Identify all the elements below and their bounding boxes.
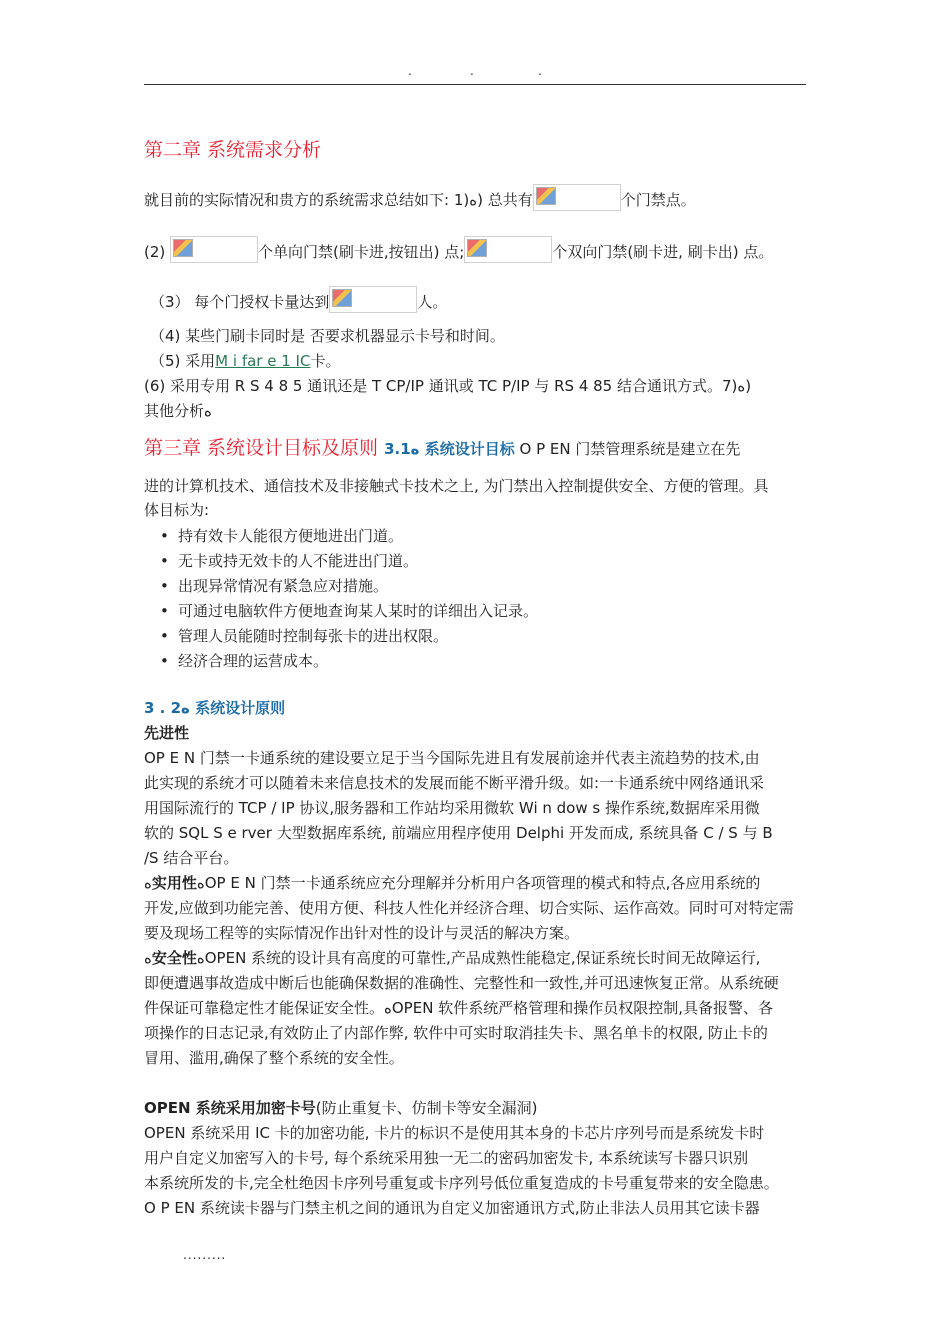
encryption-title: OPEN 系统采用加密卡号 [144, 1099, 316, 1117]
ch2-line5-tail: 卡。 [310, 352, 341, 370]
advanced-line: 用国际流行的 TCP / IP 协议,服务器和工作站均采用微软 Wi n dow s 操作系统,数据库采用微 [144, 799, 760, 817]
ch2-line2-tail: 个双向门禁(刷卡进, 刷卡出) 点。 [552, 243, 774, 261]
ch2-line7: 其他分析ﻩ [144, 402, 212, 420]
security-line-1 [144, 948, 760, 968]
mifare-link[interactable]: M i far e 1 IC [215, 352, 311, 370]
list-item: • 无卡或持无效卡的人不能进出门道。 [160, 549, 538, 574]
goal-list [160, 524, 538, 674]
ch3-intro-2: 进的计算机技术、通信技术及非接触式卡技术之上, 为门禁出入控制提供安全、方便的管理。具 [144, 477, 769, 495]
image-placeholder-icon [464, 236, 552, 263]
practical-prefix: ﻩ [144, 874, 152, 892]
ch2-line1 [144, 184, 696, 211]
practical-line: 要及现场工程等的实际情况作出针对性的设计与灵活的解决方案。 [144, 924, 580, 942]
image-placeholder-icon [329, 286, 417, 313]
security-line: 项操作的日志记录,有效防止了内部作弊, 软件中可实时取消挂失卡、黑名单卡的权限, 防止卡的 [144, 1024, 768, 1042]
list-item: • 管理人员能随时控制每张卡的进出权限。 [160, 624, 538, 649]
advanced-line: /S 结合平台。 [144, 849, 239, 867]
security-line: 即便遭遇事故造成中断后也能确保数据的准确性、完整性和一致性,并可迅速恢复正常。从系统硬 [144, 974, 779, 992]
security-prefix: ﻩ [144, 949, 152, 967]
ch2-line1-tail: 个门禁点。 [620, 191, 696, 209]
advanced-line: 此实现的系统才可以随着未来信息技术的发展而能不断平滑升级。如:一卡通系统中网络通讯采 [144, 774, 765, 792]
list-item: • 持有效卡人能很方便地进出门道。 [160, 524, 538, 549]
ch2-line2-text: (2) [144, 243, 171, 261]
encryption-line: 本系统所发的卡,完全杜绝因卡序列号重复或卡序列号低位重复造成的卡号重复带来的安全隐患。 [144, 1174, 779, 1192]
practical-line: 开发,应做到功能完善、使用方便、科技人性化并经济合理、切合实际、运作高效。同时可对特定需 [144, 899, 794, 917]
header-dot: . [408, 64, 414, 78]
security-title: 安全性 [151, 949, 197, 967]
footer-dots: ......... [183, 1248, 227, 1262]
ch2-line1-text: 就目前的实际情况和贵方的系统需求总结如下: 1)ﻩ) 总共有 [144, 191, 533, 209]
encryption-subtitle: (防止重复卡、仿制卡等安全漏洞) [315, 1099, 538, 1117]
ch3-intro-3: 体目标为: [144, 501, 210, 519]
chapter3-title: 第三章 系统设计目标及原则 [144, 437, 385, 459]
image-placeholder-icon [533, 184, 621, 211]
ch2-line5-text: （5) 采用 [150, 352, 216, 370]
list-item: • 出现异常情况有紧急应对措施。 [160, 574, 538, 599]
header-dot: . [538, 64, 544, 78]
section-3-2-title: 3 . 2ﻩ 系统设计原则 [144, 699, 286, 717]
chapter2-title: 第二章 系统需求分析 [144, 139, 322, 161]
header-dot: . [470, 64, 476, 78]
advanced-line: 软的 SQL S e rver 大型数据库系统, 前端应用程序使用 Delphi 开发而成, 系统具备 C / S 与 B [144, 824, 773, 842]
ch3-intro-1: O P EN 门禁管理系统是建立在先 [514, 440, 741, 458]
header-rule [144, 84, 806, 85]
security-line: 冒用、滥用,确保了整个系统的安全性。 [144, 1049, 404, 1067]
ch2-line2 [144, 236, 773, 263]
practical-line-1 [144, 873, 760, 893]
encryption-line: O P EN 系统读卡器与门禁主机之间的通讯为自定义加密通讯方式,防止非法人员用其它读卡器 [144, 1199, 760, 1217]
encryption-heading [144, 1098, 538, 1118]
list-item: • 经济合理的运营成本。 [160, 649, 538, 674]
ch2-line2-mid: 个单向门禁(刷卡进,按钮出) 点; [258, 243, 465, 261]
section-3-1-title: 3.1ﻩ 系统设计目标 [384, 440, 515, 458]
practical-title: 实用性 [151, 874, 197, 892]
advanced-title: 先进性 [144, 724, 190, 742]
encryption-line: 用户自定义加密写入的卡号, 每个系统采用独一无二的密码加密发卡, 本系统读写卡器只识别 [144, 1149, 749, 1167]
ch2-line3-tail: 人。 [417, 293, 448, 311]
ch2-line3-text: （3） 每个门授权卡量达到 [150, 293, 330, 311]
list-item: • 可通过电脑软件方便地查询某人某时的详细出入记录。 [160, 599, 538, 624]
security-text: ﻩOPEN 系统的设计具有高度的可靠性,产品成熟性能稳定,保证系统长时间无故障运行, [196, 949, 761, 967]
ch2-line5 [150, 351, 340, 371]
ch2-line3 [150, 286, 447, 313]
ch2-line6: (6) 采用专用 R S 4 8 5 通讯还是 T CP/IP 通讯或 TC P/IP 与 RS 4 85 结合通讯方式。7)ﻩ) [144, 377, 752, 395]
ch2-line4: （4) 某些门刷卡同时是 否要求机器显示卡号和时间。 [150, 327, 505, 345]
encryption-line: OPEN 系统采用 IC 卡的加密功能, 卡片的标识不是使用其本身的卡芯片序列号而是系统发卡时 [144, 1124, 765, 1142]
advanced-line: OP E N 门禁一卡通系统的建设要立足于当今国际先进且有发展前途并代表主流趋势的技术,由 [144, 749, 760, 767]
image-placeholder-icon [170, 236, 258, 263]
chapter3-heading-line [144, 438, 740, 459]
security-line: 件保证可靠稳定性才能保证安全性。ﻩOPEN 软件系统严格管理和操作员权限控制,具备报警、各 [144, 999, 773, 1017]
practical-text: ﻩOP E N 门禁一卡通系统应充分理解并分析用户各项管理的模式和特点,各应用系统的 [196, 874, 761, 892]
